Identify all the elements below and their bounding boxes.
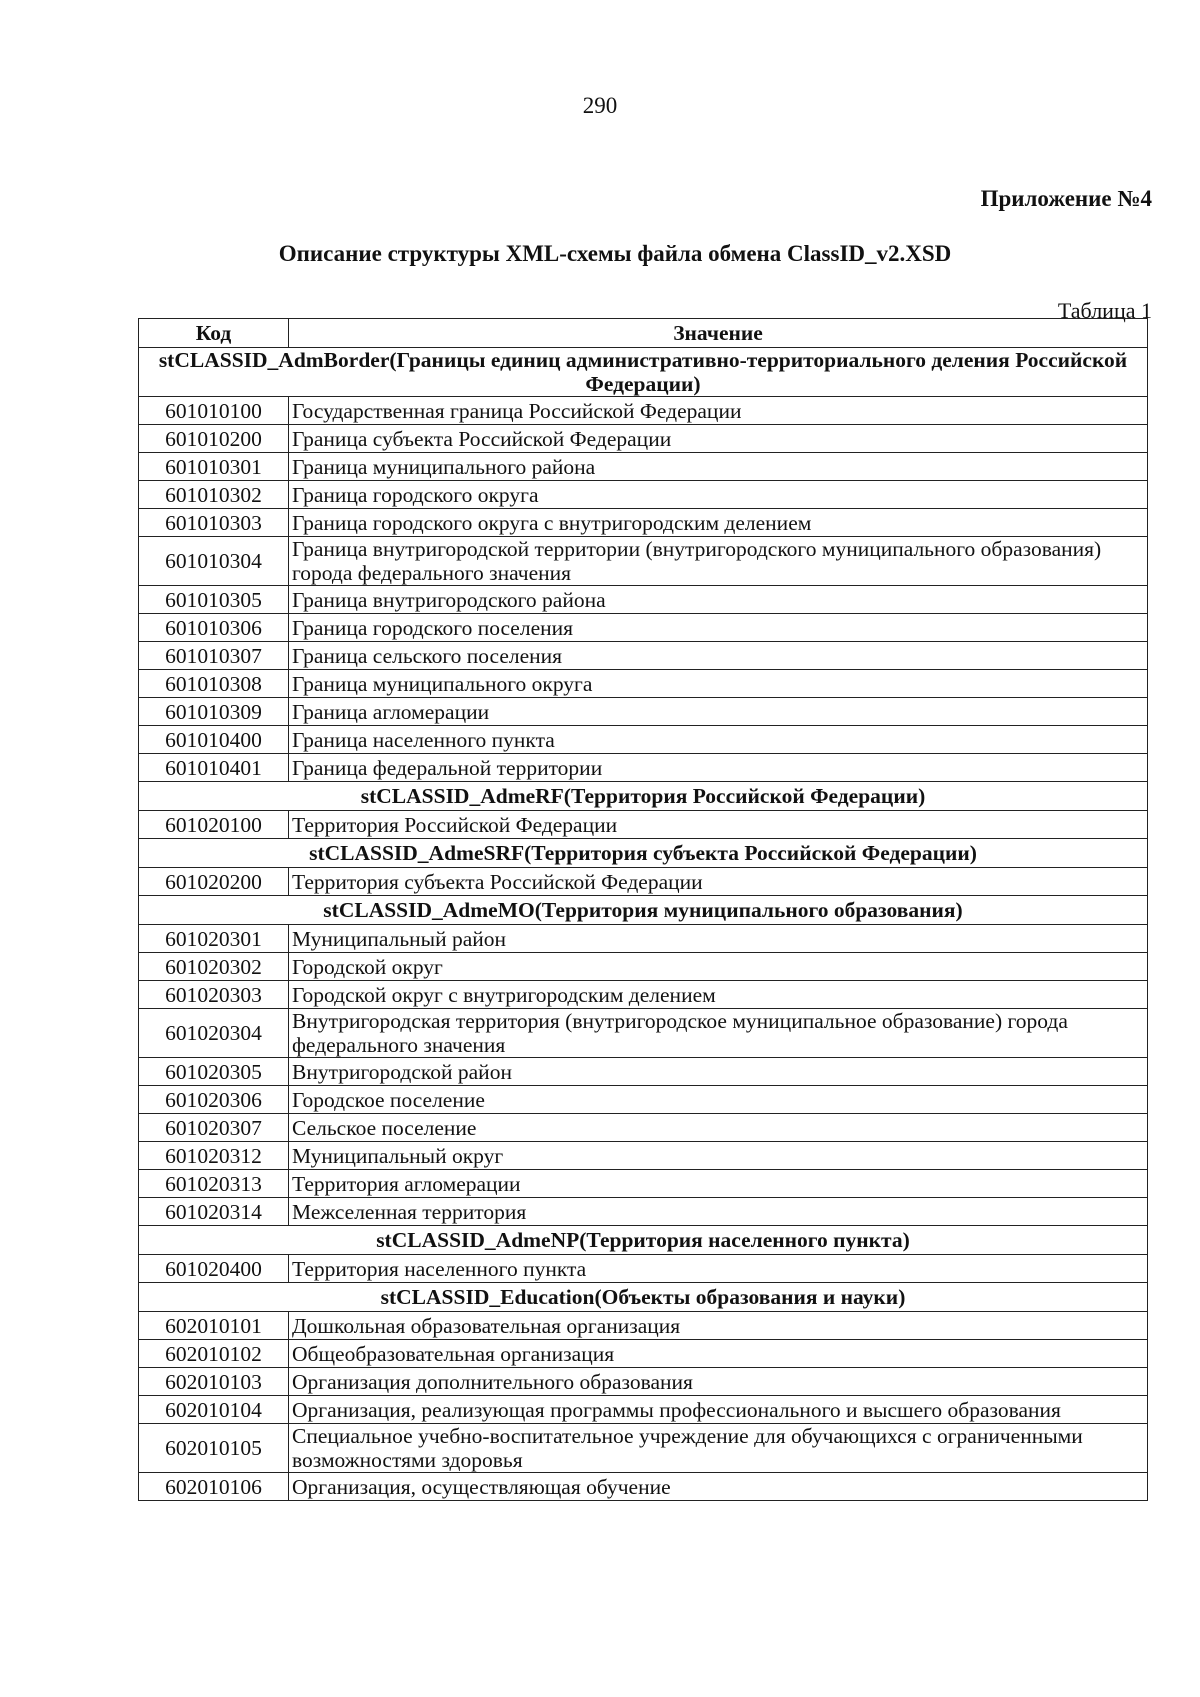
table-body (139, 348, 1148, 1501)
table-row (139, 586, 1148, 614)
code-cell: 601010309 (139, 698, 289, 726)
header-value: Значение (289, 319, 1148, 348)
code-cell: 601020301 (139, 925, 289, 953)
code-cell: 601010200 (139, 425, 289, 453)
code-cell: 602010101 (139, 1312, 289, 1340)
section-header-row (139, 348, 1148, 397)
table-row (139, 811, 1148, 839)
section-title: stCLASSID_AdmBorder(Границы единиц административно-территориального деления Российской Федерации) (139, 348, 1148, 397)
value-cell: Граница городского округа с внутригородским делением (289, 509, 1148, 537)
code-cell: 601010401 (139, 754, 289, 782)
table-row (139, 1396, 1148, 1424)
code-cell: 601020302 (139, 953, 289, 981)
code-cell: 602010102 (139, 1340, 289, 1368)
table-row (139, 1142, 1148, 1170)
code-cell: 602010103 (139, 1368, 289, 1396)
table-row (139, 1058, 1148, 1086)
section-header-row (139, 1283, 1148, 1312)
section-title: stCLASSID_AdmeNP(Территория населенного пункта) (139, 1226, 1148, 1255)
value-cell: Муниципальный округ (289, 1142, 1148, 1170)
value-cell: Граница субъекта Российской Федерации (289, 425, 1148, 453)
table-row (139, 1340, 1148, 1368)
value-cell: Граница федеральной территории (289, 754, 1148, 782)
table-row (139, 614, 1148, 642)
value-cell: Общеобразовательная организация (289, 1340, 1148, 1368)
code-cell: 601010400 (139, 726, 289, 754)
code-cell: 601010304 (139, 537, 289, 586)
section-header-row (139, 839, 1148, 868)
table-row (139, 726, 1148, 754)
table-row (139, 981, 1148, 1009)
document-title: Описание структуры XML-схемы файла обмена ClassID_v2.XSD (278, 241, 952, 266)
value-cell: Граница внутригородской территории (внутригородского муниципального образования) города федерального значения (289, 537, 1148, 586)
table-row (139, 453, 1148, 481)
table-row (139, 537, 1148, 586)
code-cell: 601020100 (139, 811, 289, 839)
code-cell: 601020307 (139, 1114, 289, 1142)
table-row (139, 953, 1148, 981)
code-cell: 601010306 (139, 614, 289, 642)
value-cell: Организация, осуществляющая обучение (289, 1473, 1148, 1501)
table-label: Таблица 1 (1057, 298, 1152, 323)
value-cell: Территория Российской Федерации (289, 811, 1148, 839)
section-title: stCLASSID_AdmeRF(Территория Российской Федерации) (139, 782, 1148, 811)
value-cell: Организация, реализующая программы профессионального и высшего образования (289, 1396, 1148, 1424)
section-header-row (139, 1226, 1148, 1255)
value-cell: Территория населенного пункта (289, 1255, 1148, 1283)
value-cell: Городской округ (289, 953, 1148, 981)
code-cell: 601010301 (139, 453, 289, 481)
code-cell: 601020306 (139, 1086, 289, 1114)
code-cell: 601020305 (139, 1058, 289, 1086)
value-cell: Сельское поселение (289, 1114, 1148, 1142)
code-cell: 601010302 (139, 481, 289, 509)
appendix-label: Приложение №4 (980, 186, 1152, 211)
value-cell: Городской округ с внутригородским делением (289, 981, 1148, 1009)
section-title: stCLASSID_AdmeSRF(Территория субъекта Российской Федерации) (139, 839, 1148, 868)
table-row (139, 642, 1148, 670)
table-row (139, 1473, 1148, 1501)
code-cell: 601010303 (139, 509, 289, 537)
table-row (139, 754, 1148, 782)
section-title: stCLASSID_AdmeMO(Территория муниципального образования) (139, 896, 1148, 925)
code-cell: 601020314 (139, 1198, 289, 1226)
value-cell: Организация дополнительного образования (289, 1368, 1148, 1396)
table-row (139, 481, 1148, 509)
code-cell: 602010104 (139, 1396, 289, 1424)
code-cell: 601020400 (139, 1255, 289, 1283)
code-cell: 601020313 (139, 1170, 289, 1198)
value-cell: Межселенная территория (289, 1198, 1148, 1226)
value-cell: Граница населенного пункта (289, 726, 1148, 754)
table-row (139, 1424, 1148, 1473)
code-cell: 601020312 (139, 1142, 289, 1170)
value-cell: Государственная граница Российской Федерации (289, 397, 1148, 425)
value-cell: Граница городского округа (289, 481, 1148, 509)
table-row (139, 925, 1148, 953)
code-cell: 601010100 (139, 397, 289, 425)
value-cell: Граница агломерации (289, 698, 1148, 726)
value-cell: Внутригородской район (289, 1058, 1148, 1086)
table-row (139, 1255, 1148, 1283)
value-cell: Территория субъекта Российской Федерации (289, 868, 1148, 896)
code-cell: 601010305 (139, 586, 289, 614)
value-cell: Граница сельского поселения (289, 642, 1148, 670)
table-row (139, 1009, 1148, 1058)
value-cell: Граница муниципального округа (289, 670, 1148, 698)
code-cell: 602010105 (139, 1424, 289, 1473)
table-row (139, 868, 1148, 896)
code-cell: 602010106 (139, 1473, 289, 1501)
table-row (139, 425, 1148, 453)
section-header-row (139, 896, 1148, 925)
table-header-row (139, 319, 1148, 348)
table-row (139, 670, 1148, 698)
section-title: stCLASSID_Education(Объекты образования и науки) (139, 1283, 1148, 1312)
value-cell: Специальное учебно-воспитательное учреждение для обучающихся с ограниченными возможностями здоровья (289, 1424, 1148, 1473)
value-cell: Граница внутригородского района (289, 586, 1148, 614)
code-cell: 601010307 (139, 642, 289, 670)
code-cell: 601010308 (139, 670, 289, 698)
table-row (139, 1368, 1148, 1396)
code-cell: 601020304 (139, 1009, 289, 1058)
table-row (139, 1170, 1148, 1198)
table-row (139, 1198, 1148, 1226)
table-row (139, 1086, 1148, 1114)
table-row (139, 698, 1148, 726)
section-header-row (139, 782, 1148, 811)
value-cell: Городское поселение (289, 1086, 1148, 1114)
page-number: 290 (582, 93, 618, 118)
value-cell: Внутригородская территория (внутригородское муниципальное образование) города федерального значения (289, 1009, 1148, 1058)
code-cell: 601020200 (139, 868, 289, 896)
table-row (139, 1114, 1148, 1142)
value-cell: Граница городского поселения (289, 614, 1148, 642)
header-code: Код (139, 319, 289, 348)
value-cell: Дошкольная образовательная организация (289, 1312, 1148, 1340)
classid-table-container (138, 318, 1148, 1501)
table-row (139, 1312, 1148, 1340)
table-row (139, 509, 1148, 537)
value-cell: Территория агломерации (289, 1170, 1148, 1198)
classid-table (138, 318, 1148, 1501)
table-row (139, 397, 1148, 425)
value-cell: Муниципальный район (289, 925, 1148, 953)
code-cell: 601020303 (139, 981, 289, 1009)
value-cell: Граница муниципального района (289, 453, 1148, 481)
